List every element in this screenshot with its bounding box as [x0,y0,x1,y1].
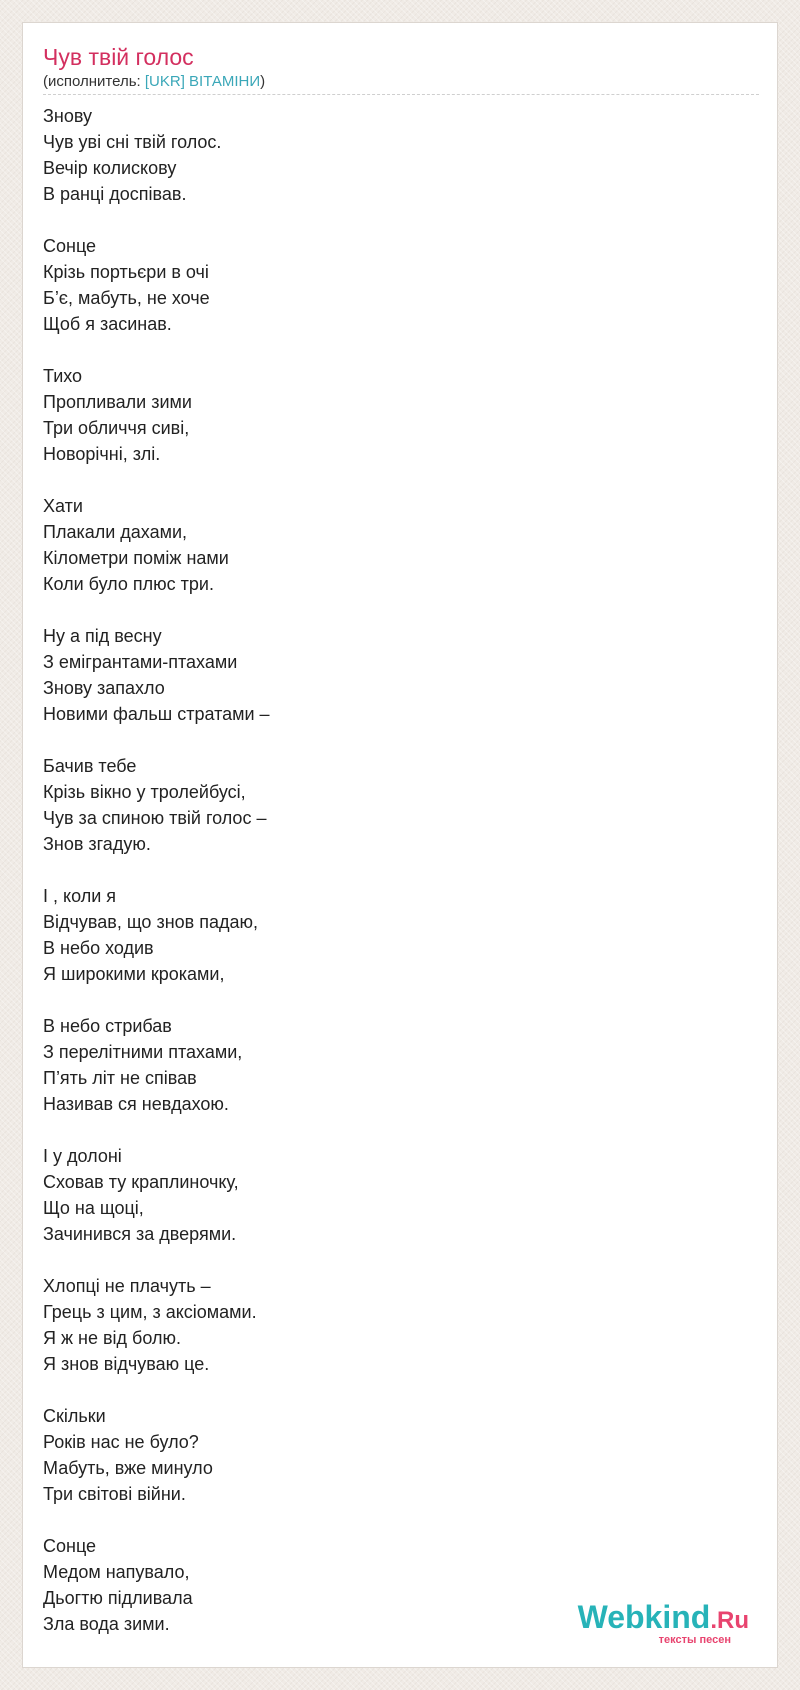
lyric-line: Плакали дахами, [43,522,188,542]
header-divider [43,94,759,95]
lyrics-stanza [43,623,743,727]
lyric-line: Три обличчя сиві, [43,418,190,438]
lyric-line: З емігрантами-птахами [43,652,238,672]
lyric-line: Ну а під весну [43,626,162,646]
lyric-line: Три світові війни. [43,1484,186,1504]
logo-tld: .Ru [710,1607,749,1634]
lyric-line: Мабуть, вже минуло [43,1458,213,1478]
lyrics-stanza [43,1273,743,1377]
lyric-line: Називав ся невдахою. [43,1094,229,1114]
artist-suffix: ) [260,73,266,90]
lyrics-body [43,103,743,1663]
lyrics-stanza [43,1013,743,1117]
lyrics-card [22,22,778,1668]
lyrics-stanza [43,103,743,207]
lyrics-stanza [43,493,743,597]
lyric-line: Кілометри поміж нами [43,548,229,568]
lyric-line: Відчував, що знов падаю, [43,912,258,932]
lyric-line: Хати [43,496,83,516]
lyric-line: Щоб я засинав. [43,314,172,334]
lyric-line: Крізь вікно у тролейбусі, [43,782,246,802]
lyrics-stanza [43,753,743,857]
lyric-line: В небо ходив [43,938,154,958]
song-title: Чув твій голос [43,44,194,70]
lyric-line: Що на щоці, [43,1198,144,1218]
lyric-line: Скільки [43,1406,106,1426]
artist-line [43,73,265,91]
lyric-line: Чув за спиною твій голос – [43,808,267,828]
lyric-line: Дьогтю підливала [43,1588,193,1608]
lyric-line: З перелітними птахами, [43,1042,243,1062]
lyric-line: Зачинився за дверями. [43,1224,237,1244]
lyric-line: Медом напувало, [43,1562,190,1582]
lyric-line: Коли було плюс три. [43,574,214,594]
lyric-line: В небо стрибав [43,1016,172,1036]
lyric-line: Грець з цим, з аксіомами. [43,1302,257,1322]
lyric-line: Сховав ту краплиночку, [43,1172,239,1192]
lyrics-stanza [43,363,743,467]
lyrics-stanza [43,233,743,337]
lyrics-stanza [43,1143,743,1247]
lyric-line: Пропливали зими [43,392,192,412]
lyric-line: Знову [43,106,92,126]
lyric-line: Новорічні, злі. [43,444,161,464]
lyric-line: Крізь портьєри в очі [43,262,209,282]
lyric-line: В ранці доспівав. [43,184,187,204]
artist-link[interactable]: [UKR] ВІТАМІНИ [144,73,261,90]
logo-word: Webkind [577,1599,711,1635]
logo-tagline: тексты песен [658,1634,731,1646]
artist-prefix: (исполнитель: [43,73,145,90]
lyrics-stanza [43,1403,743,1507]
lyric-line: Сонце [43,236,97,256]
lyric-line: Хлопці не плачуть – [43,1276,211,1296]
lyric-line: Знов згадую. [43,834,151,854]
lyric-line: Я широкими кроками, [43,964,225,984]
lyric-line: Я знов відчуваю це. [43,1354,210,1374]
lyric-line: Тихо [43,366,83,386]
lyric-line: Б’є, мабуть, не хоче [43,288,210,308]
logo-wordmark [578,1599,749,1639]
lyric-line: І у долоні [43,1146,122,1166]
lyric-line: Зла вода зими. [43,1614,170,1634]
lyric-line: П’ять літ не співав [43,1068,197,1088]
lyric-line: Сонце [43,1536,97,1556]
lyric-line: Вечір колискову [43,158,177,178]
lyric-line: Бачив тебе [43,756,137,776]
site-logo[interactable] [559,1599,749,1647]
lyric-line: Чув уві сні твій голос. [43,132,222,152]
lyrics-stanza [43,883,743,987]
lyric-line: Новими фальш стратами – [43,704,270,724]
lyric-line: Років нас не було? [43,1432,199,1452]
lyric-line: Я ж не від болю. [43,1328,181,1348]
lyric-line: І , коли я [43,886,117,906]
lyric-line: Знову запахло [43,678,165,698]
